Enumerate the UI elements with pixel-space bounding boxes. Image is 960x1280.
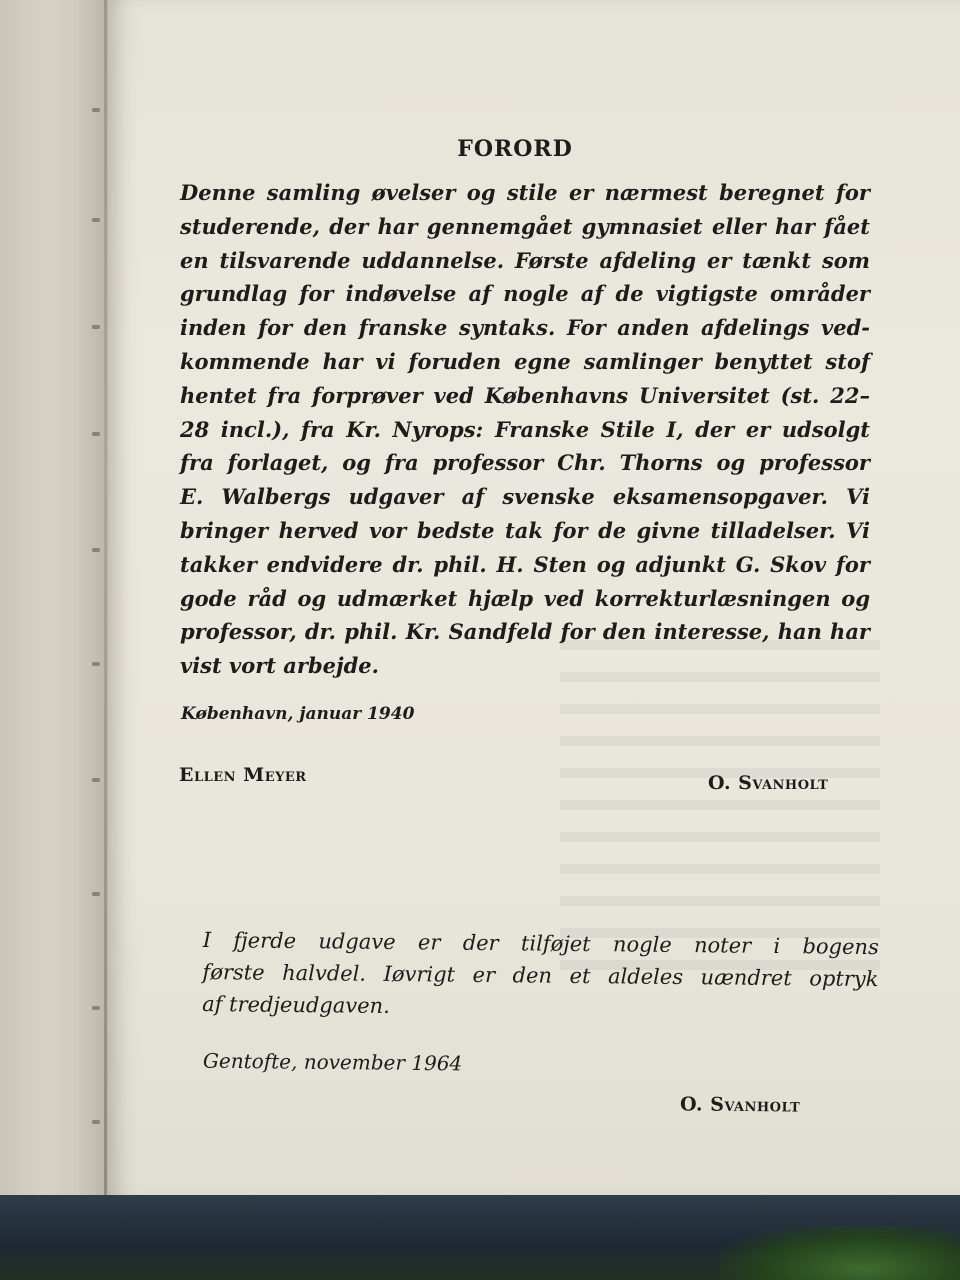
background-plant [720, 1225, 960, 1280]
signature-svanholt: O. Svanholt [708, 772, 829, 794]
preface-line: Denne samling øvelser og stile er nærmest beregnet for [180, 180, 870, 205]
preface-title: FORORD [457, 136, 573, 162]
preface-paragraph [180, 176, 870, 683]
binding-stitch [92, 432, 100, 436]
binding-stitch [92, 662, 100, 666]
note-line: af tredjeudgaven. [202, 991, 390, 1018]
signature-ellen-meyer: Ellen Meyer [179, 764, 307, 786]
binding-stitch [92, 1006, 100, 1010]
left-page-edge [0, 0, 110, 1280]
binding-stitch [92, 778, 100, 782]
binding-stitch [92, 218, 100, 222]
preface-line: hentet fra forprøver ved Københavns Universitet (st. 22– [180, 382, 870, 408]
binding-stitch [92, 108, 100, 112]
preface-line: gode råd og udmærket hjælp ved korrekturlæsningen og [180, 585, 870, 611]
binding-stitch [92, 892, 100, 896]
binding-stitch [92, 325, 100, 329]
show-through-text [560, 640, 880, 970]
preface-line: inden for den franske syntaks. For anden afdelings ved- [180, 315, 870, 341]
note-place-date: Gentofte, november 1964 [202, 1048, 463, 1076]
preface-line: 28 incl.), fra Kr. Nyrops: Franske Stile I, der er udsolgt [180, 416, 870, 442]
note-line: I fjerde udgave er der tilføjet nogle noter i bogens [202, 927, 879, 960]
preface-line: professor, dr. phil. Kr. Sandfeld for den interesse, han har [180, 619, 870, 645]
fourth-edition-note [202, 924, 879, 1027]
book-binding [104, 0, 107, 1200]
note-signature-svanholt: O. Svanholt [679, 1093, 801, 1117]
note-line: første halvdel. Iøvrigt er den et aldeles uændret optryk [202, 959, 879, 992]
binding-stitch [92, 548, 100, 552]
preface-line: bringer herved vor bedste tak for de givne tilladelser. Vi [180, 517, 870, 543]
preface-line: grundlag for indøvelse af nogle af de vigtigste områder [180, 281, 870, 307]
preface-line: en tilsvarende uddannelse. Første afdeling er tænkt som [180, 247, 870, 273]
preface-line: kommende har vi foruden egne samlinger benyttet stof [180, 348, 870, 374]
preface-line: studerende, der har gennemgået gymnasiet eller har fået [180, 213, 870, 239]
preface-line: fra forlaget, og fra professor Chr. Thorns og professor [180, 450, 870, 476]
preface-place-date: København, januar 1940 [181, 704, 415, 724]
preface-line: takker endvidere dr. phil. H. Sten og adjunkt G. Skov for [180, 551, 870, 577]
preface-line: E. Walbergs udgaver af svenske eksamensopgaver. Vi [180, 484, 870, 510]
binding-stitch [92, 1120, 100, 1124]
preface-line: vist vort arbejde. [180, 653, 379, 679]
